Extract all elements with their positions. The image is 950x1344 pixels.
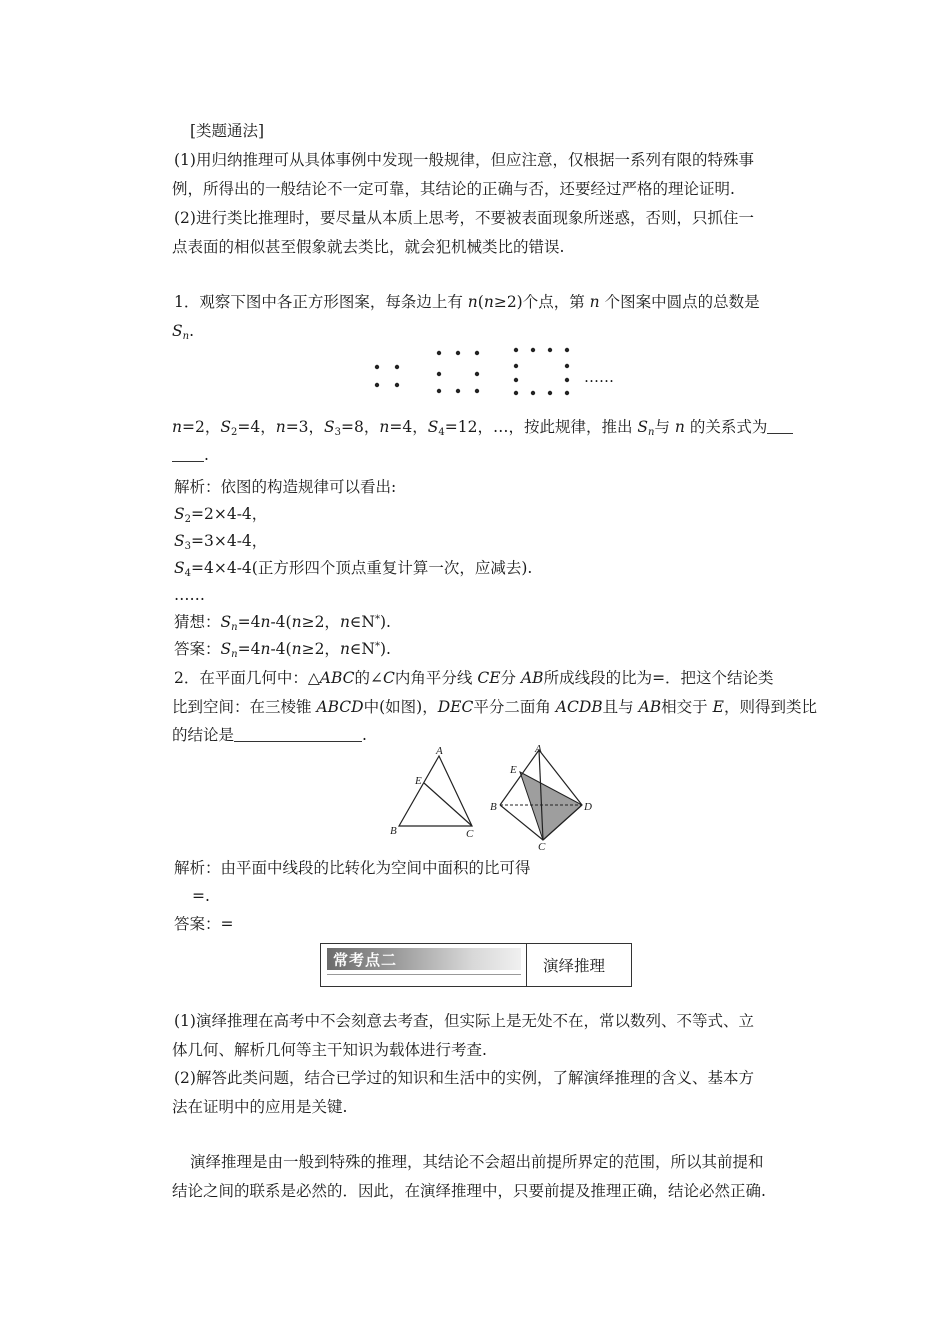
paragraph-line: (2)进行类比推理时，要尽量从本质上思考，不要被表面现象所迷惑，否则，只抓住一 xyxy=(174,209,754,227)
solution-line: $S_3=3\times 4-4$， xyxy=(174,532,268,552)
section-tag: 常考点二 xyxy=(327,948,521,970)
question-2-line: 比到空间：在三棱锥 ABCD中(如图)，DEC平分二面角 ACDB且与 AB相交于 E，则得到类比 xyxy=(172,698,817,716)
answer-blank xyxy=(172,447,204,462)
paragraph-line: (2)解答此类问题，结合已学过的知识和生活中的实例，了解演绎推理的含义、基本方 xyxy=(174,1069,754,1087)
header-divider xyxy=(526,944,527,986)
question-1-line: . xyxy=(172,444,812,466)
label-b: B xyxy=(390,825,397,837)
solution-answer: 答案：= xyxy=(174,915,234,933)
question-1-sequence: n=2，$S_2=4$，n=3，$S_3=8$，n=4，$S_4=12$，…，按此规律，推出 $S_n$与 n 的关系式为 xyxy=(172,416,812,438)
label-c: C xyxy=(538,841,546,853)
paragraph-line: 体几何、解析几何等主干知识为载体进行考查. xyxy=(172,1041,487,1059)
label-d: D xyxy=(584,801,592,813)
answer-blank xyxy=(767,419,793,434)
solution-line: 解析：依图的构造规律可以看出: xyxy=(174,478,397,496)
label-a: A xyxy=(436,745,443,757)
solution-line: =. xyxy=(192,887,210,905)
solution-line: $S_4=4\times 4-4$(正方形四个顶点重复计算一次，应减去). xyxy=(174,559,533,579)
question-2-line: 2．在平面几何中：△ABC的∠C内角平分线 CE分 AB所成线段的比为=．把这个结论类 xyxy=(174,669,774,687)
label-c: C xyxy=(466,828,474,840)
label-e: E xyxy=(510,764,517,776)
question-2-line: 的结论是 . xyxy=(172,726,367,744)
triangle-abc xyxy=(399,756,472,826)
label-e: E xyxy=(415,775,422,787)
paragraph-line: (1)用归纳推理可从具体事例中发现一般规律，但应注意，仅根据一系列有限的特殊事 xyxy=(174,151,754,169)
label-a: A xyxy=(535,743,542,755)
section-title: 演绎推理 xyxy=(543,957,606,975)
dots-ellipsis: …… xyxy=(584,368,614,386)
answer-blank xyxy=(234,727,362,742)
solution-answer: 答案：$S_n=4n-4(n\ge 2$，n∈N*). xyxy=(174,640,391,660)
label-b: B xyxy=(490,801,497,813)
question-1-line: $S_n$. xyxy=(172,322,195,342)
solution-guess: 猜想：$S_n=4n-4(n\ge 2$，n∈N*). xyxy=(174,613,391,633)
paragraph-line: 结论之间的联系是必然的．因此，在演绎推理中，只要前提及推理正确，结论必然正确. xyxy=(172,1182,766,1200)
question-1-line: 1．观察下图中各正方形图案，每条边上有 n(n≥2)个点，第 n 个图案中圆点的总数是 xyxy=(174,293,760,311)
section-heading: [类题通法] xyxy=(190,122,265,140)
section-header-box xyxy=(320,943,632,987)
paragraph-line: 点表面的相似甚至假象就去类比，就会犯机械类比的错误. xyxy=(172,238,565,256)
paragraph-line: 法在证明中的应用是关键. xyxy=(172,1098,348,1116)
solution-line: …… xyxy=(174,586,205,604)
paragraph-line: 演绎推理是由一般到特殊的推理，其结论不会超出前提所界定的范围，所以其前提和 xyxy=(190,1153,764,1171)
solution-line: 解析：由平面中线段的比转化为空间中面积的比可得 xyxy=(174,859,531,877)
paragraph-line: (1)演绎推理在高考中不会刻意去考查，但实际上是无处不在，常以数列、不等式、立 xyxy=(174,1012,754,1030)
paragraph-line: 例，所得出的一般结论不一定可靠，其结论的正确与否，还要经过严格的理论证明. xyxy=(172,180,735,198)
dot-pattern-figure xyxy=(360,342,620,392)
geometry-figure xyxy=(386,742,606,853)
tag-underline xyxy=(327,970,521,975)
solution-line: $S_2=2\times 4-4$， xyxy=(174,505,268,525)
